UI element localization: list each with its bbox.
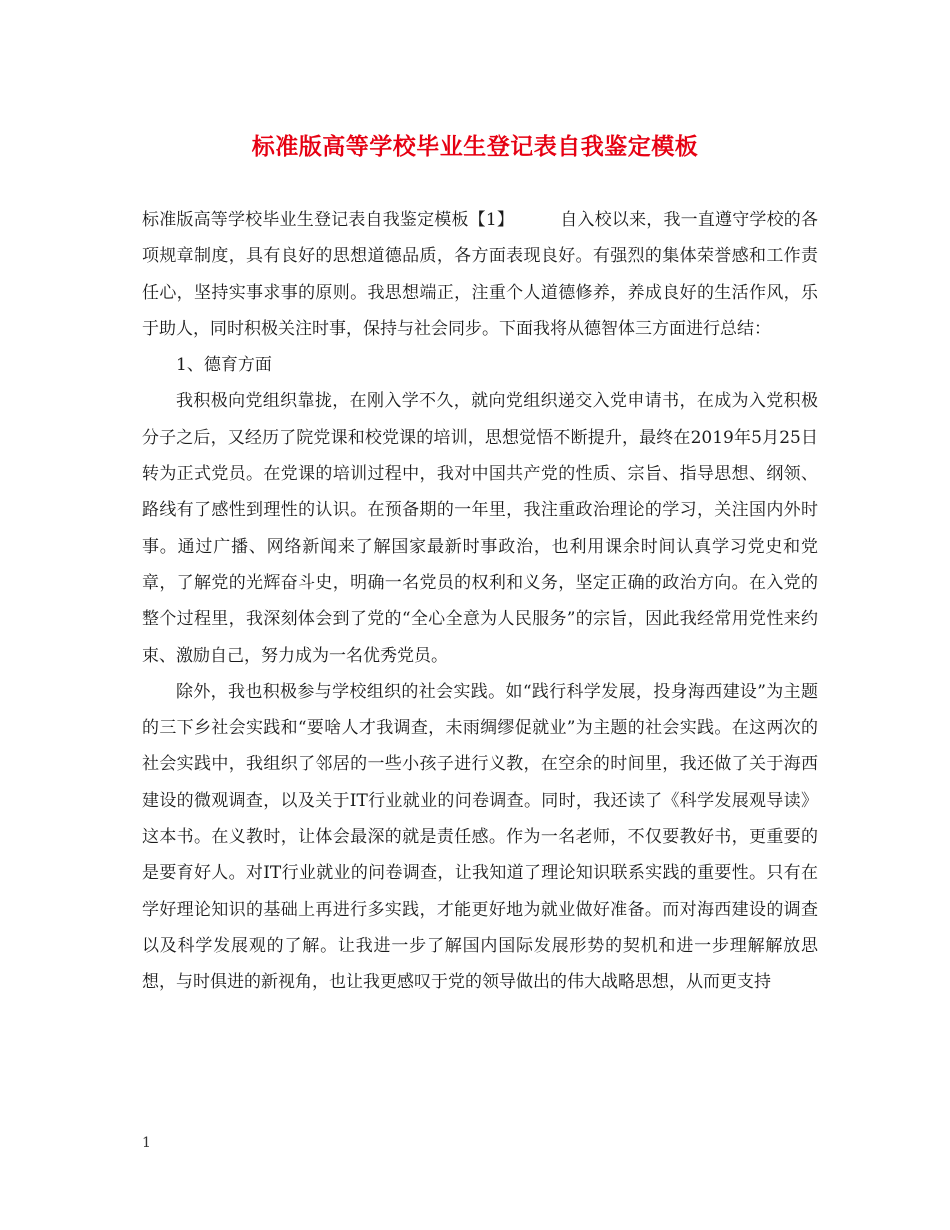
section1-heading: 1、德育方面: [176, 355, 272, 376]
paragraph-1: 我积极向党组织靠拢，在刚入学不久，就向党组织递交入党申请书，在成为入党积极分子之后，又经历了院党课和校党课的培训，思想觉悟不断提升，最终在2019年5月25日转为正式党员。在党课的培训过程中，我对中国共产党的性质、宗旨、指导思想、纲领、路线有了感性到理性的认识。在预备期的一年里，我注重政治理论的学习，关注国内外时事。通过广播、网络新闻来了解国家最新时事政治，也利用课余时间认真学习党史和党章，了解党的光辉奋斗史，明确一名党员的权利和义务，坚定正确的政治方向。在入党的整个过程里，我深刻体会到了党的“全心全意为人民服务”的宗旨，因此我经常用党性来约束、激励自己，努力成为一名优秀党员。: [142, 391, 818, 666]
document-title: 标准版高等学校毕业生登记表自我鉴定模板: [251, 133, 699, 160]
intro-text: 自入校以来，我一直遵守学校的各项规章制度，具有良好的思想道德品质，各方面表现良好。有强烈的集体荣誉感和工作责任心，坚持实事求事的原则。我思想端正，注重个人道德修养，养成良好的生活作风，乐于助人，同时积极关注时事，保持与社会同步。下面我将从德智体三方面进行总结：: [142, 210, 819, 339]
intro-heading: 标准版高等学校毕业生登记表自我鉴定模板【1】: [142, 210, 515, 230]
paragraph-2: 除外，我也积极参与学校组织的社会实践。如“践行科学发展，投身海西建设”为主题的三下乡社会实践和“要啥人才我调查，未雨绸缪促就业”为主题的社会实践。在这两次的社会实践中，我组织了邻居的一些小孩子进行义教，在空余的时间里，我还做了关于海西建设的微观调查，以及关于IT行业就业的问卷调查。同时，我还读了《科学发展观导读》这本书。在义教时，让体会最深的就是责任感。作为一名老师，不仅要教好书，更重要的是要育好人。对IT行业就业的问卷调查，让我知道了理论知识联系实践的重要性。只有在学好理论知识的基础上再进行多实践，才能更好地为就业做好准备。而对海西建设的调查以及科学发展观的了解。让我进一步了解国内国际发展形势的契机和进一步理解解放思想，与时俱进的新视角，也让我更感叹于党的领导做出的伟大战略思想，从而更支持: [142, 681, 818, 993]
document-body: [142, 202, 818, 1001]
page-number: 1: [142, 1135, 151, 1151]
intro-paragraph: [142, 202, 818, 347]
